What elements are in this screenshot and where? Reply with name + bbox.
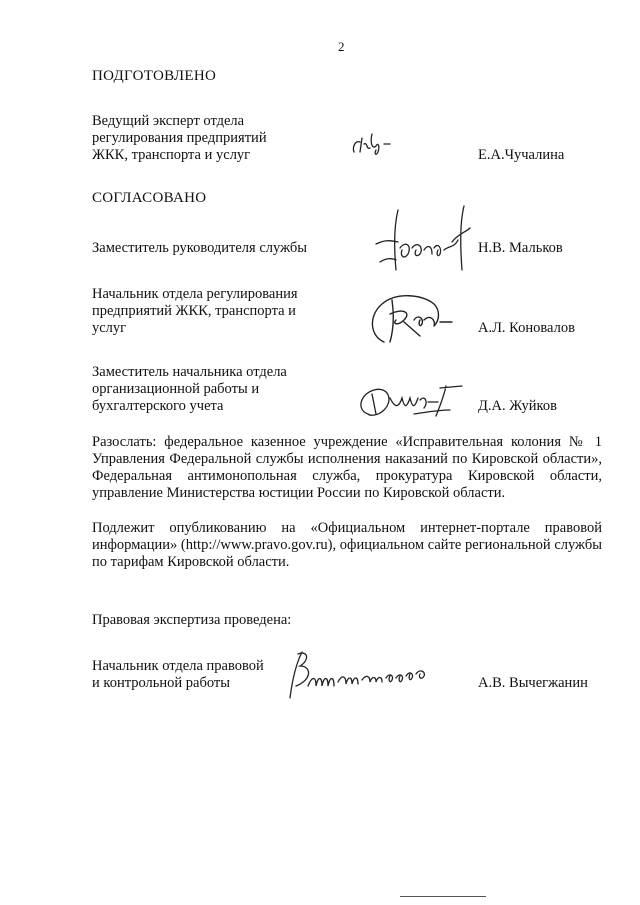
prepared-position-line: регулирования предприятий: [92, 130, 267, 146]
signature-malkov: [372, 204, 482, 274]
approved-heading: СОГЛАСОВАНО: [92, 190, 207, 206]
signature-zhuikov: [354, 380, 474, 420]
deputy-dept-head-position-line: Заместитель начальника отдела: [92, 364, 287, 380]
deputy-head-name: Н.В. Мальков: [478, 240, 563, 256]
dept-head-name: А.Л. Коновалов: [478, 320, 575, 336]
deputy-dept-head-position-line: организационной работы и: [92, 381, 260, 397]
legal-review-position-line: Начальник отдела правовой: [92, 658, 264, 674]
dept-head-position-line: предприятий ЖКК, транспорта и: [92, 303, 296, 319]
prepared-position-line: ЖКК, транспорта и услуг: [92, 147, 251, 163]
prepared-position-line: Ведущий эксперт отдела: [92, 113, 245, 129]
dept-head-position-line: Начальник отдела регулирования: [92, 286, 298, 302]
legal-review-position-line: и контрольной работы: [92, 675, 230, 691]
dept-head-position-line: услуг: [92, 320, 127, 336]
legal-review-name: А.В. Вычегжанин: [478, 675, 588, 691]
page-number: 2: [338, 39, 345, 54]
deputy-dept-head-position-line: бухгалтерского учета: [92, 398, 224, 414]
prepared-name: Е.А.Чучалина: [478, 147, 565, 163]
deputy-head-position-line: Заместитель руководителя службы: [92, 240, 308, 256]
prepared-heading: ПОДГОТОВЛЕНО: [92, 68, 217, 84]
signature-konovalov: [364, 290, 464, 346]
distribution-paragraph: Разослать: федеральное казенное учреждение «Исправительная колония № 1 Управления Федеральной службы исполнения наказаний по Кировской области», Федеральная антимонопольная служба, прокуратура Кировской области, управление Министерства юстиции России по Кировской области.: [92, 434, 602, 501]
deputy-dept-head-name: Д.А. Жуйков: [478, 398, 557, 414]
signature-chuchalina: [350, 128, 396, 158]
footer-rule: [400, 896, 486, 897]
signature-vychegzhanin: [278, 646, 438, 702]
publication-paragraph: Подлежит опубликованию на «Официальном интернет-портале правовой информации» (http://www.pravo.gov.ru), официальном сайте региональной службы по тарифам Кировской области.: [92, 520, 602, 570]
legal-review-statement: Правовая экспертиза проведена:: [92, 612, 292, 628]
